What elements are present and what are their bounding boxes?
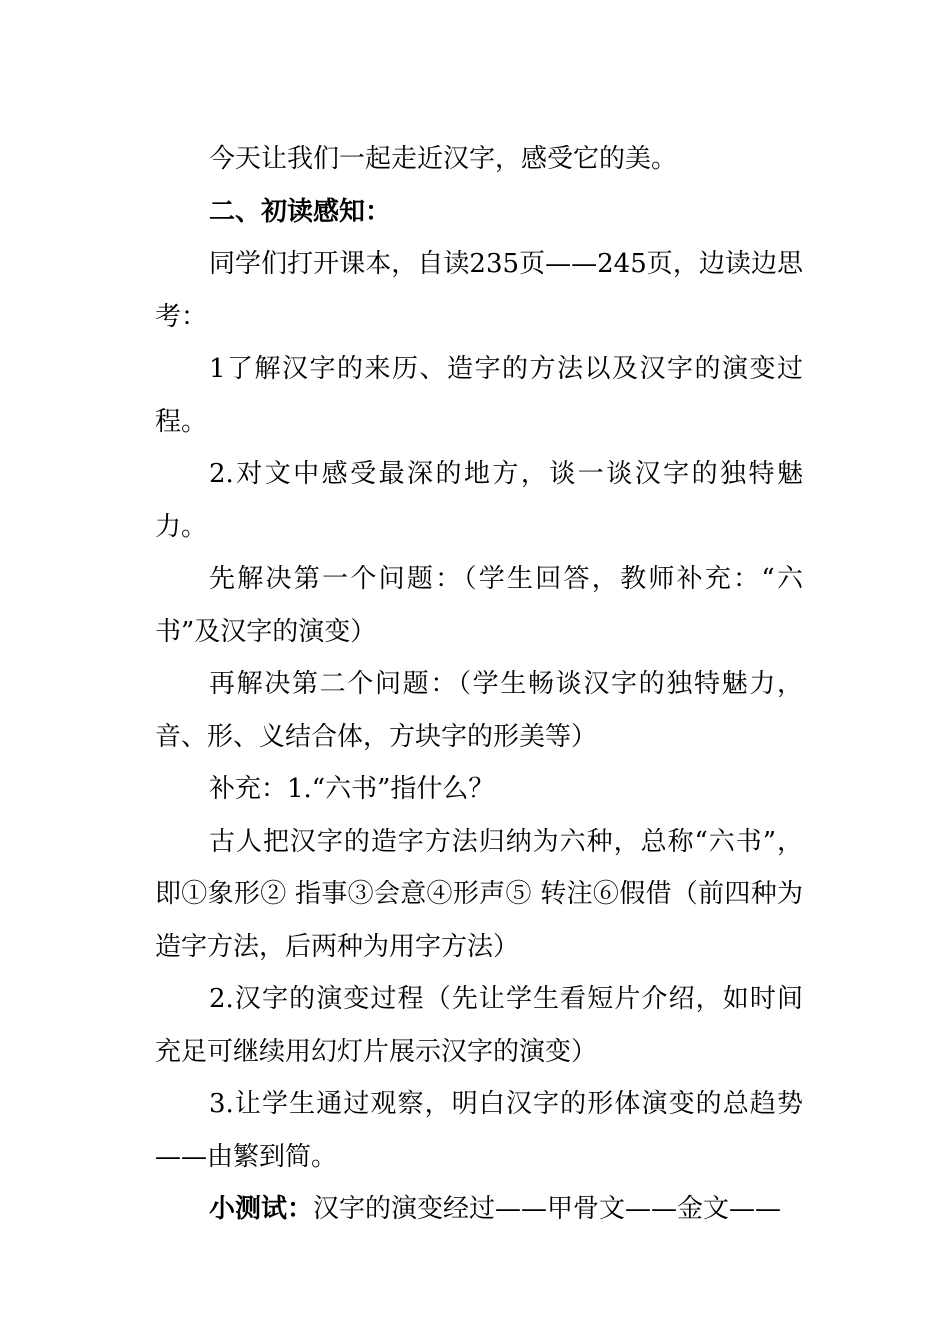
- paragraph-intro: 今天让我们一起走近汉字，感受它的美。: [209, 144, 678, 174]
- paragraph-second-question: 再解决第二个问题：（学生畅谈汉字的独特魅力，音、形、义结合体，方块字的形美等）: [155, 669, 803, 752]
- document-body: [155, 133, 803, 1236]
- quiz-label: 小测试：: [209, 1194, 314, 1224]
- quiz-paragraph: [155, 1183, 803, 1236]
- question-one: 1了解汉字的来历、造字的方法以及汉字的演变过程。: [155, 354, 803, 437]
- question-two: 2.对文中感受最深的地方，谈一谈汉字的独特魅力。: [155, 459, 803, 542]
- section-heading: 二、初读感知：: [209, 196, 392, 227]
- supplement-two: 2.汉字的演变过程（先让学生看短片介绍，如时间充足可继续用幻灯片展示汉字的演变）: [155, 984, 803, 1067]
- paragraph-instructions: 同学们打开课本，自读235页——245页，边读边思考：: [155, 249, 803, 332]
- paragraph-first-question: 先解决第一个问题：（学生回答，教师补充：“六书”及汉字的演变）: [155, 564, 803, 647]
- paragraph-six-methods: 古人把汉字的造字方法归纳为六种，总称“六书”，即①象形② 指事③会意④形声⑤ 转注⑥假借（前四种为造字方法，后两种为用字方法）: [155, 826, 803, 962]
- supplement-one: 补充：1.“六书”指什么？: [209, 774, 495, 804]
- quiz-text: 汉字的演变经过——甲骨文——金文——: [313, 1194, 782, 1224]
- supplement-three: 3.让学生通过观察，明白汉字的形体演变的总趋势——由繁到简。: [155, 1089, 803, 1172]
